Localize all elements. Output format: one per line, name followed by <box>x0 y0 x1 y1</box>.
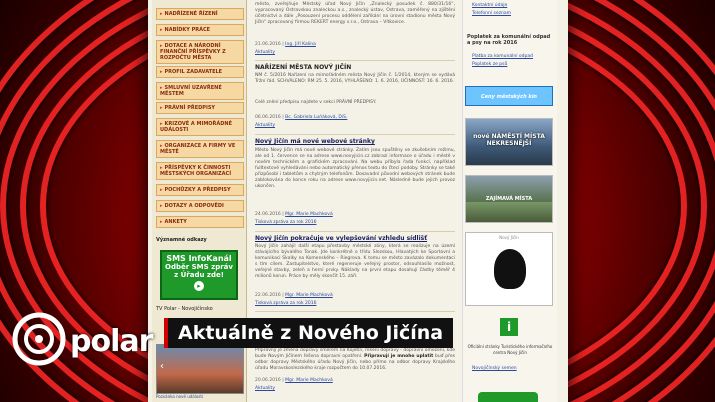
nav-label: DOTACE A NÁRODNÍ FINANČNÍ PŘÍSPĚVKY Z ROZPOČTU MĚSTA <box>160 43 226 61</box>
arrow-icon: ▸ <box>160 219 163 225</box>
arrow-icon: ▸ <box>160 85 163 91</box>
nav-item-dotace[interactable] <box>156 40 244 64</box>
fee-link-psi[interactable]: Poplatek ze psů <box>472 62 508 67</box>
contact-link[interactable]: Kontaktní údaje <box>472 3 508 8</box>
arrow-icon: ▸ <box>160 143 163 149</box>
article-category-sidliste <box>255 301 316 306</box>
nav-label: SMLUVNÍ UZAVŘENÉ MĚSTEM <box>160 85 222 97</box>
banner-label: Ceny městských kin <box>480 94 537 100</box>
nav-item-organizace[interactable] <box>156 140 244 158</box>
article-title-sidliste[interactable]: Nový Jičín pokračuje ve vylepšování vzhledu sídlišť <box>255 235 428 242</box>
meta-date: 20.06.2016 <box>255 378 281 383</box>
sms-arrow-icon: ▸ <box>194 281 204 291</box>
arrow-icon: ▸ <box>160 121 163 127</box>
nav-label: KRIZOVÉ A MIMOŘÁDNÉ UDÁLOSTI <box>160 121 233 133</box>
arrow-icon: ▸ <box>160 27 163 33</box>
meta-author[interactable]: Mgr. Marie Machková <box>285 212 333 217</box>
sms-line2: z Úřadu zde! <box>174 271 224 279</box>
info-icon[interactable]: i <box>500 318 518 336</box>
arrow-icon: ▸ <box>160 11 163 17</box>
sms-infokanal-banner[interactable] <box>160 250 238 300</box>
banner-nj-logo[interactable] <box>465 232 553 306</box>
category-link[interactable]: Tisková zpráva za rok 2016 <box>255 301 317 306</box>
article-text: Přípravný je změna dopravy směrem na Kojetín, řešení dopravy - dopravní omezení, kde bude Novým Jičínem řešena dopravní opatření. <box>255 348 455 359</box>
arrow-icon: ▸ <box>160 69 163 75</box>
nav-item-ankety[interactable] <box>156 216 244 228</box>
article-title-narizeni[interactable]: NAŘÍZENÍ MĚSTA NOVÝ JIČÍN <box>255 64 352 71</box>
meta-date: 06.06.2016 <box>255 115 281 120</box>
news-headline: Aktuálně z Nového Jičína <box>164 318 453 348</box>
divider <box>255 231 455 232</box>
nav-item-pravni-predpisy[interactable] <box>156 102 244 114</box>
nav-label: DOTAZY A ODPOVĚDI <box>164 203 224 209</box>
nav-item-prispevky[interactable] <box>156 162 244 180</box>
divider <box>255 60 455 61</box>
nav-label: NABÍDKY PRÁCE <box>164 27 211 33</box>
article-meta-sidliste: 22.06.2016 | Mgr. Marie Machková <box>255 293 333 298</box>
article-meta-doprava: 20.06.2016 | Mgr. Marie Machková <box>255 378 333 383</box>
arrow-icon: ▸ <box>160 203 163 209</box>
article-text: buď přes odbor dopravy Městského úřadu Nový Jičín, nebo přímo na odbor dopravy Krajského úřadu Moravskoslezského kraje rozpočtem do 10.07.2016. <box>255 354 455 371</box>
banner-label: nové NÁMĚSTÍ MÍSTA NEKRESNĚJŠÍ <box>473 133 545 147</box>
meta-author[interactable]: Ing. Jiří Kalina <box>285 42 316 47</box>
nav-label: PROFIL ZADAVATELE <box>164 69 223 75</box>
hat-logo-icon <box>494 249 526 289</box>
banner-label: ZAJÍMAVÁ MÍSTA <box>466 176 552 202</box>
divider <box>255 134 455 135</box>
fee-link-odpad[interactable]: Platba za komunální odpad <box>472 54 533 59</box>
article-meta-nove-stranky: 24.06.2016 | Mgr. Marie Machková <box>255 212 333 217</box>
category-link[interactable]: Aktuality <box>255 50 275 55</box>
category-link[interactable]: Tisková zpráva za rok 2016 <box>255 220 317 225</box>
article-bold-text: Připravují je mnoho uplatit <box>364 354 434 359</box>
tv-polar-title: TV Polar - Novojičínsko <box>156 306 213 312</box>
nav-label: ANKETY <box>164 219 187 225</box>
top-article-category <box>255 50 275 55</box>
category-link[interactable]: Aktuality <box>255 123 275 128</box>
meta-author[interactable]: Bc. Gabriela Luňáková, DiS. <box>285 115 348 120</box>
top-article-body: město, zveřejňuje Městský úřad Nový Jičín „Znalecký posudek č. 880/31/16“, vypracovaný Ostravskou znaleckou a.s., znalecký ústav, Ostrava, zaměřený na zjištění účetnictví a dále „Posouzení procesu oddělení zaříkání na úrovni stadionu města Nový Jičín“ zpracovaný firmou REKERT energy s.r.o., Ostrava – Vítkovice. <box>255 2 455 25</box>
meta-date: 22.06.2016 <box>255 293 281 298</box>
banner-kino[interactable] <box>465 86 553 106</box>
article-category-nove-stranky <box>255 220 316 225</box>
sms-title: SMS InfoKanál <box>166 254 232 263</box>
article-title-nove-stranky[interactable]: Nový Jičín má nové webové stránky <box>255 138 375 145</box>
nav-item-nadrizene-rizeni[interactable] <box>156 8 244 20</box>
polar-logo <box>10 310 160 370</box>
arrow-icon: ▸ <box>160 187 163 193</box>
nav-label: ORGANIZACE A FIRMY VE MĚSTĚ <box>160 143 236 155</box>
polar-logo-text: polar <box>70 324 153 359</box>
bottom-link[interactable]: Pozvánka nové události <box>156 394 204 399</box>
info-text: Oficiální stránky Turistického informačního centra Nový Jičín <box>467 344 553 355</box>
arrow-icon: ▸ <box>160 165 163 171</box>
meta-date: 21.06.2016 <box>255 42 281 47</box>
article-body-narizeni: NM č. 5/2016 Nařízení na mimořádném města Nový Jičín č. 1/2014, kterým se vydává Tržní řád. SCHVÁLENO: RM 25. 5. 2016, VYHLÁŠENO: 1. 6. 2016, ÚČINNOST: 16. 6. 2016. <box>255 73 455 84</box>
nav-item-dotazy[interactable] <box>156 200 244 212</box>
meta-date: 24.06.2016 <box>255 212 281 217</box>
article-body-doprava <box>255 348 455 372</box>
nav-item-smlouvy[interactable] <box>156 82 244 100</box>
arrow-icon: ▸ <box>160 105 163 111</box>
nav-label: NADŘÍZENÉ ŘÍZENÍ <box>164 11 218 17</box>
article-body-sidliste: Nový Jičín zahájil další etapu přestavby městské zóny, která se realizuje na území stávajícího bývalého Tonak. Jde konkrétně o třídu Slezskou, Hlavatých ke Sportovní a komunikaci Skalky na Komenského – Riegrova. K tomu se město zavázalo dokumentaci s tím cílem. Zastupitelstvo, které regeneruje veřejný prostor, odsouhlasilo možnost, veřejné stavby, zeleň a herní prvky. Náklady na první etapu dosahují částky téměř 4 milionů korun. Práce by měly skončit 15. září. <box>255 244 455 279</box>
top-article-meta: 21.06.2016 | Ing. Jiří Kalina <box>255 42 316 47</box>
sms-line1: Odběr SMS zpráv <box>165 263 233 271</box>
article-body-nove-stranky: Město Nový Jičín má nové webové stránky. Zatím jsou spuštěny ve zkušebním režimu, ale od 1. července se na adrese www.novyjicin.cz zobrazí informace o úřadu i městě v novém technickém a grafickém zpracování. Na webu přibyla řada funkcí, například fulltextové vyhledávání nebo automatický přenos textu do čtecí podoby. Stránky se také přizpůsobí i tabletům a chytrým telefonům. Dosavadní původní webových stránek bude zablokována do konce roku na adrese www.novyjicin.net. Následně bude jejich provoz ukončen. <box>255 148 455 189</box>
phone-list-link[interactable]: Telefonní seznam <box>472 11 511 16</box>
nav-label: POCHŮZKY A PŘEDPISY <box>164 187 231 193</box>
nav-item-nabidky-prace[interactable] <box>156 24 244 36</box>
article-note-narizeni: Celé znění předpisu najdete v sekci PRÁVNÍ PŘEDPISY. <box>255 100 377 105</box>
banner-zajimava-mista[interactable] <box>465 175 553 223</box>
divider <box>255 311 455 312</box>
article-category-doprava <box>255 386 275 391</box>
nav-item-krizove[interactable] <box>156 118 244 136</box>
nav-item-profil-zadavatele[interactable] <box>156 66 244 78</box>
info-link[interactable]: Novojičínský semen <box>472 366 517 371</box>
tv-thumbnail[interactable] <box>156 344 244 394</box>
arrow-icon: ▸ <box>160 43 163 49</box>
meta-author[interactable]: Mgr. Marie Machková <box>285 378 333 383</box>
fee-title: Poplatek za komunální odpad a psy na rok 2016 <box>467 34 551 46</box>
meta-author[interactable]: Mgr. Marie Machková <box>285 293 333 298</box>
polar-logo-icon <box>10 310 68 368</box>
article-meta-narizeni: 06.06.2016 | Bc. Gabriela Luňáková, DiS. <box>255 115 348 120</box>
section-title-vyznamne-odkazy: Významné odkazy <box>156 237 207 243</box>
nav-item-pochuzky[interactable] <box>156 184 244 196</box>
banner-namesti[interactable] <box>465 118 553 166</box>
banner-label: Nový Jičín <box>499 235 519 240</box>
bottom-banner[interactable] <box>478 392 538 402</box>
article-category-narizeni <box>255 123 275 128</box>
nav-label: PRÁVNÍ PŘEDPISY <box>164 105 216 111</box>
chevron-left-icon[interactable]: ‹ <box>160 361 164 372</box>
nav-label: PŘÍSPĚVKY K ČINNOSTI MĚSTSKÝCH ORGANIZACÍ <box>160 165 232 177</box>
category-link[interactable]: Aktuality <box>255 386 275 391</box>
